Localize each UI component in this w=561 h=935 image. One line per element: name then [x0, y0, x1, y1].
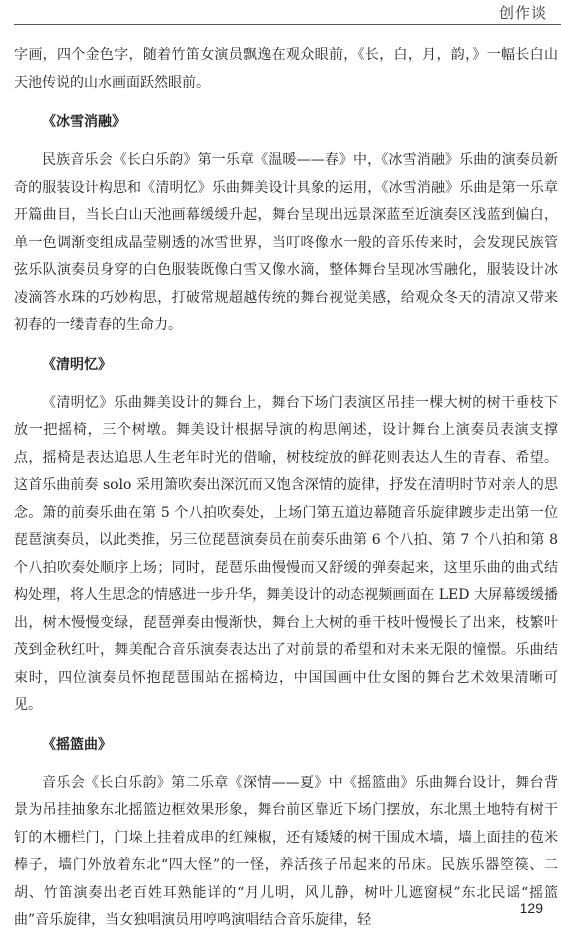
page-number: 129 [519, 900, 543, 916]
intro-paragraph: 字画，四个金色字，随着竹笛女演员飘逸在观众眼前，《长，白，月，韵，》一幅长白山天池传说的山水画面跃然眼前。 [14, 47, 558, 91]
section-paragraph: 民族音乐会《长白乐韵》第一乐章《温暖——春》中，《冰雪消融》乐曲的演奏员新奇的服装设计构思和《清明忆》乐曲舞美设计具象的运用，《冰雪消融》乐曲是第一乐章开篇曲目，当长白山天池画幕缓缓升起，舞台呈现出远景深蓝至近演奏区浅蓝到偏白，单一色调渐变组成晶莹剔透的冰雪世界，当叮咚像水一般的音乐传来时，会发现民族管弦乐队演奏员身穿的白色服装既像白雪又像水滴，整体舞台呈现冰雪融化，服装设计冰凌滴答水珠的巧妙构思，打破常规超越传统的舞台视觉美感，给观众冬天的清凉又带来初春的一缕青春的生命力。 [14, 152, 558, 333]
section-heading: 《摇篮曲》 [42, 736, 112, 753]
section-paragraph: 音乐会《长白乐韵》第二乐章《深情——夏》中《摇篮曲》乐曲舞台设计，舞台背景为吊挂抽象东北摇篮边框效果形象，舞台前区靠近下场门摆放，东北黑土地特有树干钉的木栅栏门，门垛上挂着成串的红辣椒，还有矮矮的树干围成木墙，墙上面挂的苞米棒子，墙门外放着东北“四大怪”的一怪，养活孩子吊起来的吊床。民族乐器箜篌、二胡、竹笛演奏出老百姓耳熟能详的“月儿明，风儿静，树叶儿遮窗棂”东北民谣“摇篮曲”音乐旋律，当女独唱演员用哼鸣演唱结合音乐旋律，轻 [14, 774, 558, 928]
header-rule [14, 24, 561, 25]
section-heading: 《清明忆》 [42, 356, 112, 373]
section-paragraph: 《清明忆》乐曲舞美设计的舞台上，舞台下场门表演区吊挂一棵大树的树干垂枝下放一把摇椅，三个树墩。舞美设计根据导演的构思阐述，设计舞台上演奏员表演支撑点，摇椅是表达追思人生老年时光的借喻，树枝绽放的鲜花则表达人生的青春、希望。这首乐曲前奏 solo 采用箫吹奏出深沉而又饱含深情的旋律，抒发在清明时节对亲人的思念。箫的前奏乐曲在第 5 个八拍吹奏处，上场门第五道边幕随音乐旋律踱步走出第一位琵琶演奏员，以此类推，另三位琵琶演奏员在前奏乐曲第 6 个八拍、第 7 个八拍和第 8 个八拍吹奏处顺序上场；同时，琵琶乐曲慢慢而又舒缓的弹奏起来，这里乐曲的曲式结构处理，将人生思念的情感进一步升华，舞美设计的动态视频画面在 LED 大屏幕缓缓播出，树木慢慢变绿，琵琶弹奏由慢渐快，舞台上大树的垂干枝叶慢慢长了出来，枝繁叶茂到金秋红叶，舞美配合音乐演奏表达出了对前景的希望和对未来无限的憧憬。乐曲结束时，四位演奏员怀抱琵琶围站在摇椅边，中国国画中仕女图的舞台艺术效果清晰可见。 [14, 394, 558, 713]
section-name: 创作谈 [498, 4, 547, 22]
section-heading: 《冰雪消融》 [42, 114, 126, 130]
section-bingxue [14, 111, 558, 340]
section-qingmingyi [14, 354, 558, 720]
page-body [14, 42, 558, 935]
section-yaolanqu [14, 734, 558, 935]
running-header [0, 0, 561, 28]
